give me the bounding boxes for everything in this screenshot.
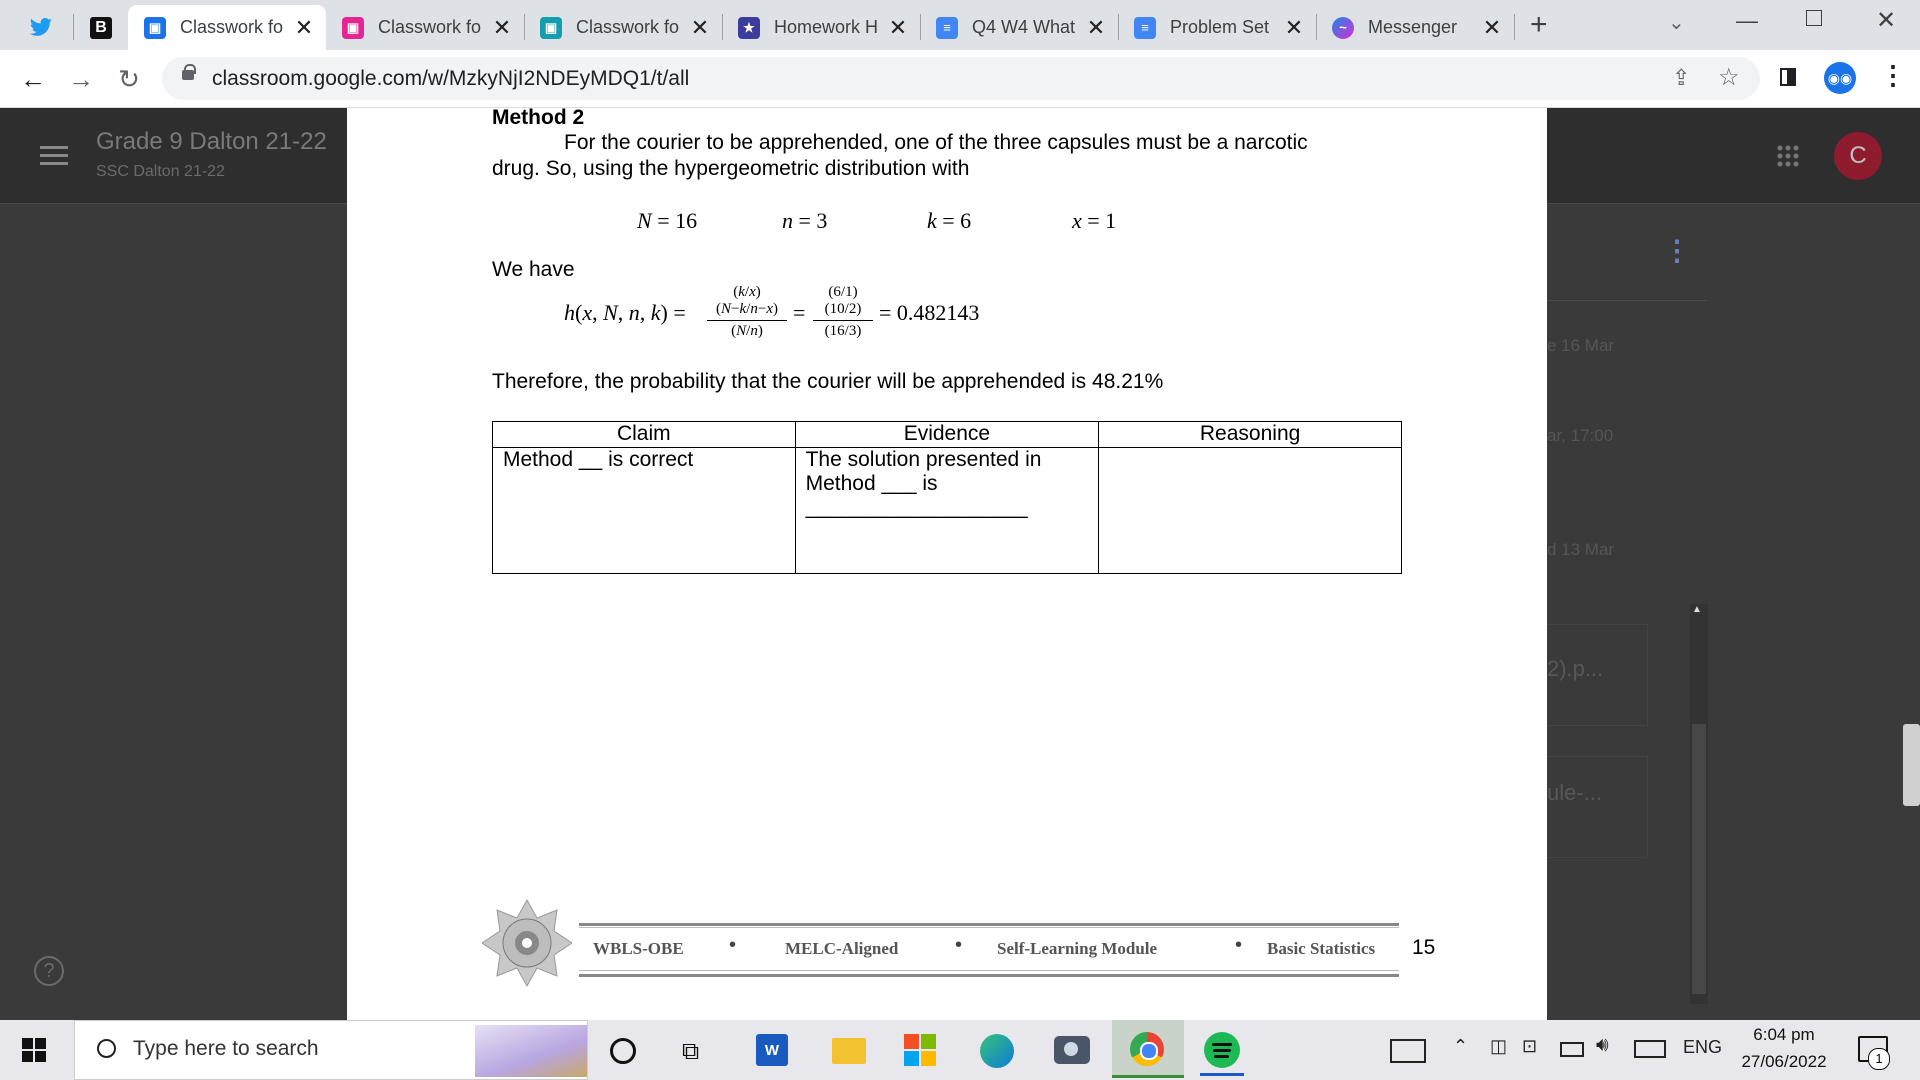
clock-date[interactable]: 27/06/2022 <box>1741 1052 1827 1071</box>
inner-scrollbar[interactable]: ▲ <box>1690 604 1708 1004</box>
table-cell-evidence[interactable] <box>795 448 1099 574</box>
close-icon[interactable]: ✕ <box>1482 14 1502 40</box>
tab-messenger[interactable] <box>1316 5 1514 50</box>
tab-title: Classwork fo <box>576 17 680 37</box>
formula-lhs: h(x, N, n, k) = <box>564 300 686 325</box>
formula-fraction-2: (6/1)(10/2) (16/3) <box>813 284 873 340</box>
share-icon[interactable]: ⇪ <box>1672 65 1691 90</box>
tab-classwork-2[interactable] <box>326 5 524 50</box>
search-icon <box>97 1039 116 1058</box>
paragraph-line-2: drug. So, using the hypergeometric distribution with <box>492 157 970 180</box>
right-background <box>1547 204 1920 1020</box>
tab-homework[interactable] <box>722 5 920 50</box>
bookmark-star-icon[interactable]: ☆ <box>1718 64 1740 91</box>
pinned-b-tab[interactable] <box>76 5 126 50</box>
tab-title: Classwork fo <box>378 17 482 37</box>
close-icon[interactable]: ✕ <box>1086 14 1106 40</box>
table-header-evidence: Evidence <box>795 422 1099 448</box>
we-have-text: We have <box>492 258 575 281</box>
footer-rule-top <box>579 923 1399 926</box>
table-cell-claim[interactable]: Method __ is correct <box>493 448 796 574</box>
tray-expand-icon[interactable]: ⌃ <box>1453 1036 1469 1056</box>
profile-avatar-icon[interactable]: ◉◉ <box>1824 62 1856 94</box>
tab-title: Classwork fo <box>180 17 284 37</box>
side-item[interactable]: ar, 17:00 <box>1547 426 1614 445</box>
restore-button[interactable] <box>1806 10 1822 26</box>
url-text: classroom.google.com/w/MzkyNjI2NDEyMDQ1/t/all <box>212 67 690 90</box>
cortana-icon[interactable] <box>610 1038 636 1064</box>
back-button[interactable]: ← <box>20 63 46 94</box>
menu-icon[interactable] <box>40 146 68 165</box>
chrome-taskbar-active[interactable] <box>1112 1020 1184 1078</box>
address-bar[interactable] <box>162 57 1760 100</box>
tab-q4-w4[interactable] <box>920 5 1118 50</box>
class-name[interactable]: Grade 9 Dalton 21-22 <box>96 128 327 155</box>
twitter-icon <box>29 18 53 38</box>
close-icon[interactable]: ✕ <box>492 14 512 40</box>
formula-result: = 0.482143 <box>879 300 980 325</box>
battery-icon[interactable] <box>1560 1042 1584 1057</box>
tab-title: Problem Set <box>1170 17 1270 37</box>
evidence-line-3: ___________________ <box>805 496 1028 519</box>
reload-button[interactable]: ↻ <box>118 63 140 94</box>
new-tab-button[interactable]: + <box>1530 8 1548 41</box>
camera-icon[interactable] <box>1054 1036 1090 1064</box>
more-options-icon[interactable]: ⋮ <box>1663 235 1691 266</box>
close-icon[interactable]: ✕ <box>690 14 710 40</box>
table-header-claim: Claim <box>493 422 796 448</box>
close-icon[interactable]: ✕ <box>294 14 314 40</box>
onedrive-icon[interactable]: ⊡ <box>1522 1036 1538 1056</box>
param-n-total: N = 16 <box>637 208 698 233</box>
footer-item: MELC-Aligned <box>785 939 899 958</box>
messenger-icon: ~ <box>1332 17 1354 39</box>
param-n-sample: n = 3 <box>782 208 828 233</box>
side-item[interactable]: e 16 Mar <box>1547 336 1615 355</box>
keyboard-icon[interactable] <box>1634 1040 1666 1058</box>
tab-title: Q4 W4 What <box>972 17 1076 37</box>
conclusion-text: Therefore, the probability that the courier will be apprehended is 48.21% <box>492 370 1164 393</box>
table-cell-reasoning[interactable] <box>1099 448 1402 574</box>
page-number: 15 <box>1412 936 1436 959</box>
search-highlight-image <box>475 1025 587 1077</box>
classroom-icon: ▣ <box>342 17 364 39</box>
formula-fraction-1: (k/x)(N−k/n−x) (N/n) <box>707 284 787 340</box>
apps-grid-icon[interactable] <box>1776 144 1800 168</box>
browser-toolbar <box>0 50 1920 108</box>
param-k: k = 6 <box>927 208 972 233</box>
search-placeholder: Type here to search <box>133 1037 319 1060</box>
footer-item: Self-Learning Module <box>997 939 1158 958</box>
help-icon[interactable]: ? <box>34 956 64 986</box>
classroom-icon: ▣ <box>540 17 562 39</box>
notification-count-badge: 1 <box>1868 1048 1890 1070</box>
deped-seal-logo <box>482 898 572 988</box>
star-icon: ★ <box>738 17 760 39</box>
spotify-icon[interactable] <box>1204 1032 1240 1068</box>
docs-icon: ≡ <box>1134 17 1156 39</box>
task-view-icon[interactable]: ⧉ <box>682 1038 700 1065</box>
document-page: Method 2 For the courier to be apprehended, one of the three capsules must be a narcotic drug. So, using the hypergeometric distribution with N = 16 n = 3 k = 6 x = 1 We have h(x, N, n, k) = (k/x)(N−k/n−x) (N/n) = (6/1)(10/2) (16/3) = 0.482143 Therefore, the probability that the courier will be apprehended is 48.21% Claim Evidence Reasoning Method __ is correct The solution presented in Method ___ is ___________________ WBLS-OBE • MELC-Aligned • Self-Learning Module • Basic Statistics 15 <box>347 108 1547 1020</box>
edge-icon[interactable] <box>980 1034 1014 1068</box>
method-heading: Method 2 <box>492 106 585 129</box>
window-close-button[interactable]: ✕ <box>1876 7 1897 34</box>
docs-icon: ≡ <box>936 17 958 39</box>
tab-title: Homework H <box>774 17 879 37</box>
clock-time[interactable]: 6:04 pm <box>1753 1025 1815 1044</box>
close-icon[interactable]: ✕ <box>888 14 908 40</box>
tab-strip <box>0 0 1920 50</box>
file-explorer-icon[interactable] <box>832 1038 866 1064</box>
meet-icon[interactable]: ◫ <box>1490 1036 1508 1056</box>
attachment-item[interactable]: 2).p... <box>1547 656 1604 681</box>
param-x: x = 1 <box>1072 208 1117 233</box>
evidence-line-1: The solution presented in <box>805 448 1042 471</box>
cer-table <box>492 421 1402 574</box>
page-scrollbar-thumb[interactable] <box>1903 724 1920 806</box>
side-panel-icon[interactable] <box>1780 68 1796 86</box>
footer-item: Basic Statistics <box>1267 939 1376 958</box>
taskbar-search-box[interactable] <box>74 1020 588 1080</box>
forward-button[interactable]: → <box>68 63 94 94</box>
close-icon[interactable]: ✕ <box>1284 14 1304 40</box>
news-widget-icon[interactable] <box>1390 1039 1426 1063</box>
classroom-icon: ▣ <box>144 17 166 39</box>
minimize-button[interactable]: — <box>1736 8 1758 33</box>
class-section: SSC Dalton 21-22 <box>96 163 225 180</box>
volume-icon[interactable]: 🔊︎ <box>1596 1034 1609 1056</box>
footer-rule-bottom <box>579 974 1399 977</box>
tab-classwork-3[interactable] <box>524 5 722 50</box>
account-avatar[interactable]: C <box>1834 132 1882 180</box>
twitter-tab[interactable] <box>16 5 66 50</box>
attachment-item[interactable]: ule-... <box>1547 780 1603 805</box>
footer-item: WBLS-OBE <box>593 939 684 958</box>
language-indicator[interactable]: ENG <box>1683 1037 1723 1057</box>
paragraph-line-1: For the courier to be apprehended, one of the three capsules must be a narcotic <box>564 131 1308 154</box>
microsoft-store-icon[interactable] <box>904 1034 936 1066</box>
chrome-menu-icon[interactable]: ⋮ <box>1880 60 1906 90</box>
windows-start-icon[interactable] <box>22 1038 46 1062</box>
b-icon: B <box>90 17 112 39</box>
word-icon[interactable]: W <box>756 1034 788 1066</box>
left-background <box>0 204 347 1020</box>
tab-problem-set[interactable] <box>1118 5 1316 50</box>
table-header-reasoning: Reasoning <box>1099 422 1402 448</box>
tab-search-icon[interactable]: ⌄ <box>1668 12 1685 34</box>
tab-classwork-1[interactable] <box>128 5 326 50</box>
evidence-line-2: Method ___ is <box>805 472 938 495</box>
tab-title: Messenger <box>1368 17 1458 37</box>
side-item[interactable]: d 13 Mar <box>1547 540 1615 559</box>
